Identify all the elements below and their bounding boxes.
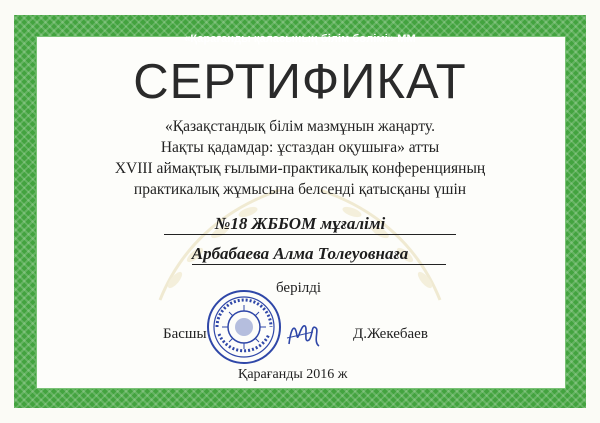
certificate-text-line-1: «Қазақстандық білім мазмұнын жаңарту. [164,118,436,135]
issuing-organization: «Қарағанды қаласының білім бөлімі» ММ [184,33,416,45]
certificate-text-line-2: Нақты қадамдар: ұстаздан оқушыға» атты [160,139,440,156]
recipient-name: Арбабаева Алма Толеуовнаға [191,244,409,263]
handwritten-signature-icon [283,318,323,350]
school-underline [164,234,456,235]
certificate-text-line-3: XVIII аймақтық ғылыми-практикалық конференцияның [114,160,486,177]
head-name: Д.Жекебаев [353,326,428,342]
certificate-text-line-4: практикалық жұмысына белсенді қатысқаны үшін [133,181,467,198]
given-label: берілді [276,280,322,296]
official-seal-icon [205,288,283,366]
school-position: №18 ЖББОМ мұғалімі [214,214,386,233]
head-label: Басшы [163,326,207,342]
certificate-title: СЕРТИФИКАТ [133,55,467,109]
place-and-year: Қарағанды 2016 ж [238,367,348,382]
recipient-underline [192,264,446,265]
